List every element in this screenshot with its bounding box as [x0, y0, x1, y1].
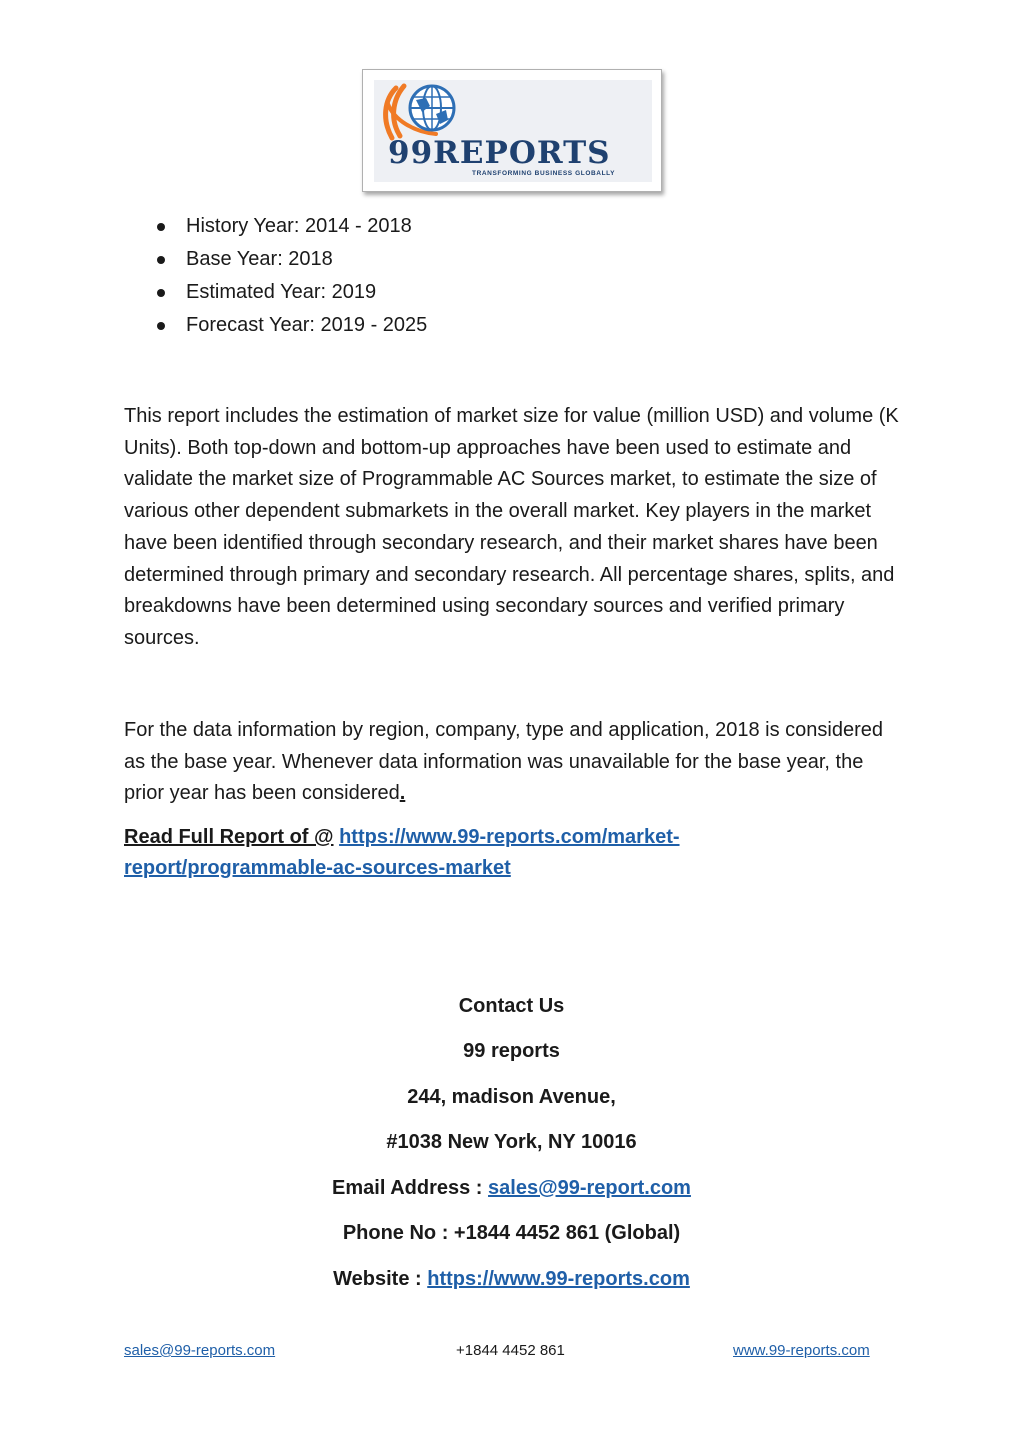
- footer-email: [124, 1341, 275, 1361]
- list-item: Forecast Year: 2019 - 2025: [124, 309, 427, 342]
- email-link[interactable]: sales@99-report.com: [488, 1177, 691, 1199]
- read-full-report: [124, 822, 844, 884]
- contact-address-line-1: 244, madison Avenue,: [407, 1086, 616, 1108]
- list-item: Base Year: 2018: [124, 243, 427, 276]
- report-link-line-2: report/programmable-ac-sources-market: [124, 857, 511, 879]
- footer-phone: +1844 4452 861: [456, 1342, 565, 1359]
- footer-website: [733, 1341, 870, 1361]
- base-year-text: For the data information by region, company, type and application, 2018 is considered as the base year. Whenever data information was unavailable for the base year, the prior year has been considered: [124, 719, 883, 805]
- footer-email-link[interactable]: sales@99-reports.com: [124, 1342, 276, 1359]
- contact-email-row: [0, 1173, 1023, 1203]
- base-year-period: .: [399, 782, 406, 805]
- website-label: Website :: [333, 1268, 422, 1290]
- website-link[interactable]: https://www.99-reports.com: [427, 1268, 690, 1290]
- base-year-paragraph: [124, 715, 904, 810]
- contact-heading: Contact Us: [458, 995, 565, 1017]
- logo: [374, 80, 652, 182]
- logo-wordmark: 99REPORTS: [388, 135, 611, 171]
- email-label: Email Address :: [332, 1177, 483, 1199]
- logo-tagline: TRANSFORMING BUSINESS GLOBALLY: [472, 170, 616, 177]
- logo-frame: [362, 69, 662, 192]
- year-facts-list: [124, 210, 427, 342]
- read-full-report-label: Read Full Report of @: [124, 826, 334, 848]
- report-scope-paragraph: This report includes the estimation of market size for value (million USD) and volume (K Units). Both top-down and bottom-up approaches have been used to estimate and validate the market size of Programmable AC Sources market, to estimate the size of various other dependent submarkets in the overall market. Key players in the market have been identified through secondary research, and their market shares have been determined through primary and secondary research. All percentage shares, splits, and breakdowns have been determined using secondary sources and verified primary sources.: [124, 405, 899, 649]
- contact-address-line-2: #1038 New York, NY 10016: [386, 1131, 637, 1153]
- list-item: History Year: 2014 - 2018: [124, 210, 427, 243]
- list-item: Estimated Year: 2019: [124, 276, 427, 309]
- contact-website-row: [0, 1264, 1023, 1294]
- report-link-line-1: https://www.99-reports.com/market-: [339, 826, 680, 848]
- contact-company: 99 reports: [463, 1040, 560, 1062]
- contact-phone: Phone No : +1844 4452 861 (Global): [342, 1222, 681, 1244]
- footer-website-link[interactable]: www.99-reports.com: [733, 1342, 870, 1359]
